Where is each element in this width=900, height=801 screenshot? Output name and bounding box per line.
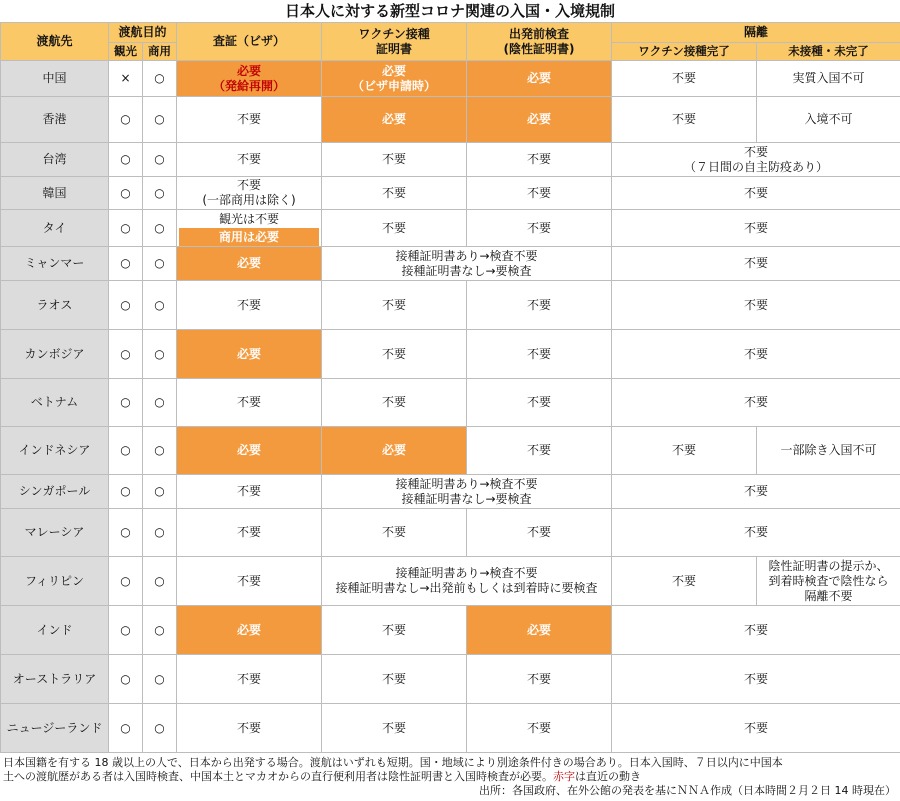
- table-row: [1, 704, 900, 753]
- visa-cell: 必要: [177, 247, 322, 281]
- quarantine-vaccinated-cell: 不要: [612, 557, 757, 606]
- business-cell: ○: [143, 97, 177, 143]
- tourism-cell: ○: [109, 704, 143, 753]
- header-purpose: 渡航目的: [109, 23, 177, 43]
- table-row: [1, 143, 900, 177]
- table-row: [1, 509, 900, 557]
- tourism-cell: ○: [109, 143, 143, 177]
- tourism-cell: ○: [109, 97, 143, 143]
- vaccine-cell: 必要: [322, 97, 467, 143]
- tourism-cell: ○: [109, 509, 143, 557]
- country-name: オーストラリア: [1, 655, 109, 704]
- country-name: ラオス: [1, 281, 109, 330]
- vaccine-cell: 不要: [322, 379, 467, 427]
- test-cell: 不要: [467, 143, 612, 177]
- tourism-cell: ○: [109, 247, 143, 281]
- visa-cell: 必要: [177, 427, 322, 475]
- country-name: インドネシア: [1, 427, 109, 475]
- country-name: 台湾: [1, 143, 109, 177]
- business-cell: ○: [143, 247, 177, 281]
- test-cell: 不要: [467, 509, 612, 557]
- test-cell: 不要: [467, 427, 612, 475]
- table-row: [1, 247, 900, 281]
- quarantine-cell: 不要: [612, 655, 900, 704]
- quarantine-cell: 不要: [612, 704, 900, 753]
- table-row: [1, 281, 900, 330]
- source-note: 出所：各国政府、在外公館の発表を基にＮＮＡ作成（日本時間２月２日 14 時現在）: [479, 784, 896, 797]
- quarantine-cell: 不要: [612, 330, 900, 379]
- table-row: [1, 330, 900, 379]
- table-row: [1, 427, 900, 475]
- vaccine-cell: 不要: [322, 177, 467, 210]
- business-cell: ○: [143, 704, 177, 753]
- test-cell: 必要: [467, 606, 612, 655]
- vaccine-cell: 不要: [322, 509, 467, 557]
- country-name: インド: [1, 606, 109, 655]
- footnote: [0, 753, 900, 784]
- table-row: [1, 97, 900, 143]
- vaccine-test-cell: 接種証明書あり→検査不要 接種証明書なし→出発前もしくは到着時に要検査: [322, 557, 612, 606]
- quarantine-vaccinated-cell: 不要: [612, 427, 757, 475]
- header-vaccine-cert: ワクチン接種 証明書: [322, 23, 467, 61]
- visa-cell: 不要: [177, 704, 322, 753]
- country-name: ニュージーランド: [1, 704, 109, 753]
- table-row: [1, 655, 900, 704]
- tourism-cell: ○: [109, 427, 143, 475]
- country-name: フィリピン: [1, 557, 109, 606]
- quarantine-cell: 不要: [612, 379, 900, 427]
- visa-cell: 不要: [177, 379, 322, 427]
- vaccine-cell: 不要: [322, 704, 467, 753]
- vaccine-cell: 必要 （ビザ申請時）: [322, 61, 467, 97]
- business-cell: ○: [143, 427, 177, 475]
- quarantine-unvaccinated-cell: 一部除き入国不可: [757, 427, 900, 475]
- business-cell: ○: [143, 557, 177, 606]
- visa-business-note: 商用は必要: [179, 228, 319, 246]
- vaccine-cell: 不要: [322, 281, 467, 330]
- country-name: ベトナム: [1, 379, 109, 427]
- visa-cell: 必要 （発給再開）: [177, 61, 322, 97]
- vaccine-cell: 不要: [322, 655, 467, 704]
- quarantine-cell: 不要: [612, 509, 900, 557]
- country-name: 韓国: [1, 177, 109, 210]
- header-vaccinated: ワクチン接種完了: [612, 43, 757, 61]
- tourism-cell: ○: [109, 655, 143, 704]
- business-cell: ○: [143, 177, 177, 210]
- tourism-cell: ○: [109, 210, 143, 247]
- visa-cell: 不要: [177, 281, 322, 330]
- page-title: 日本人に対する新型コロナ関連の入国・入境規制: [284, 2, 615, 20]
- tourism-cell: ○: [109, 475, 143, 509]
- recent-change-label: 赤字: [553, 770, 575, 783]
- business-cell: ○: [143, 379, 177, 427]
- visa-cell: 必要: [177, 606, 322, 655]
- quarantine-cell: 不要: [612, 210, 900, 247]
- vaccine-test-cell: 接種証明書あり→検査不要 接種証明書なし→要検査: [322, 247, 612, 281]
- country-name: カンボジア: [1, 330, 109, 379]
- visa-cell: 不要: [177, 475, 322, 509]
- tourism-cell: ○: [109, 557, 143, 606]
- tourism-cell: ○: [109, 281, 143, 330]
- quarantine-cell: 不要: [612, 475, 900, 509]
- test-cell: 不要: [467, 704, 612, 753]
- country-name: シンガポール: [1, 475, 109, 509]
- quarantine-vaccinated-cell: 不要: [612, 61, 757, 97]
- quarantine-unvaccinated-cell: 陰性証明書の提示か、 到着時検査で陰性なら 隔離不要: [757, 557, 900, 606]
- visa-cell: 不要: [177, 509, 322, 557]
- vaccine-cell: 必要: [322, 427, 467, 475]
- visa-cell: [177, 210, 322, 247]
- business-cell: ○: [143, 606, 177, 655]
- entry-restrictions-table: [0, 22, 900, 753]
- table-row: [1, 606, 900, 655]
- footnote-line: 日本国籍を有する 18 歳以上の人で、日本から出発する場合。渡航はいずれも短期。国・地域により別途条件付きの場合あり。日本入国時、７日以内に中国本: [3, 756, 783, 769]
- country-name: タイ: [1, 210, 109, 247]
- quarantine-vaccinated-cell: 不要: [612, 97, 757, 143]
- test-cell: 不要: [467, 330, 612, 379]
- vaccine-cell: 不要: [322, 606, 467, 655]
- vaccine-cell: 不要: [322, 143, 467, 177]
- header-visa: 査証（ビザ）: [177, 23, 322, 61]
- country-name: 中国: [1, 61, 109, 97]
- header-pre-test: 出発前検査 (陰性証明書): [467, 23, 612, 61]
- table-row: [1, 61, 900, 97]
- header-business: 商用: [143, 43, 177, 61]
- vaccine-cell: 不要: [322, 210, 467, 247]
- table-row: [1, 475, 900, 509]
- test-cell: 不要: [467, 379, 612, 427]
- quarantine-cell: 不要 （７日間の自主防疫あり）: [612, 143, 900, 177]
- business-cell: ○: [143, 509, 177, 557]
- footnote-line: 土への渡航歴がある者は入国時検査、中国本土とマカオからの直行便利用者は陰性証明書と入国時検査が必要。: [3, 770, 553, 783]
- tourism-cell: ○: [109, 379, 143, 427]
- visa-cell: 不要: [177, 97, 322, 143]
- quarantine-cell: 不要: [612, 281, 900, 330]
- vaccine-test-cell: 接種証明書あり→検査不要 接種証明書なし→要検査: [322, 475, 612, 509]
- country-name: 香港: [1, 97, 109, 143]
- visa-cell: 不要: [177, 655, 322, 704]
- business-cell: ○: [143, 475, 177, 509]
- header-destination: 渡航先: [1, 23, 109, 61]
- visa-cell: 必要: [177, 330, 322, 379]
- vaccine-cell: 不要: [322, 330, 467, 379]
- tourism-cell: ○: [109, 330, 143, 379]
- business-cell: ○: [143, 330, 177, 379]
- business-cell: ○: [143, 281, 177, 330]
- footnote-line: は直近の動き: [575, 770, 641, 783]
- business-cell: ○: [143, 655, 177, 704]
- quarantine-cell: 不要: [612, 247, 900, 281]
- test-cell: 不要: [467, 210, 612, 247]
- header-tourism: 観光: [109, 43, 143, 61]
- table-row: [1, 210, 900, 247]
- test-cell: 不要: [467, 281, 612, 330]
- tourism-cell: ○: [109, 177, 143, 210]
- tourism-cell: ×: [109, 61, 143, 97]
- business-cell: ○: [143, 143, 177, 177]
- quarantine-cell: 不要: [612, 177, 900, 210]
- visa-tourism-note: 観光は不要: [219, 212, 280, 226]
- test-cell: 必要: [467, 97, 612, 143]
- visa-cell: 不要: [177, 143, 322, 177]
- table-row: [1, 557, 900, 606]
- country-name: マレーシア: [1, 509, 109, 557]
- visa-cell: 不要 (一部商用は除く): [177, 177, 322, 210]
- header-quarantine: 隔離: [612, 23, 900, 43]
- quarantine-unvaccinated-cell: 実質入国不可: [757, 61, 900, 97]
- tourism-cell: ○: [109, 606, 143, 655]
- test-cell: 不要: [467, 655, 612, 704]
- header-unvaccinated: 未接種・未完了: [757, 43, 900, 61]
- quarantine-cell: 不要: [612, 606, 900, 655]
- test-cell: 不要: [467, 177, 612, 210]
- table-row: [1, 177, 900, 210]
- table-row: [1, 379, 900, 427]
- country-name: ミャンマー: [1, 247, 109, 281]
- visa-cell: 不要: [177, 557, 322, 606]
- test-cell: 必要: [467, 61, 612, 97]
- business-cell: ○: [143, 210, 177, 247]
- quarantine-unvaccinated-cell: 入境不可: [757, 97, 900, 143]
- business-cell: ○: [143, 61, 177, 97]
